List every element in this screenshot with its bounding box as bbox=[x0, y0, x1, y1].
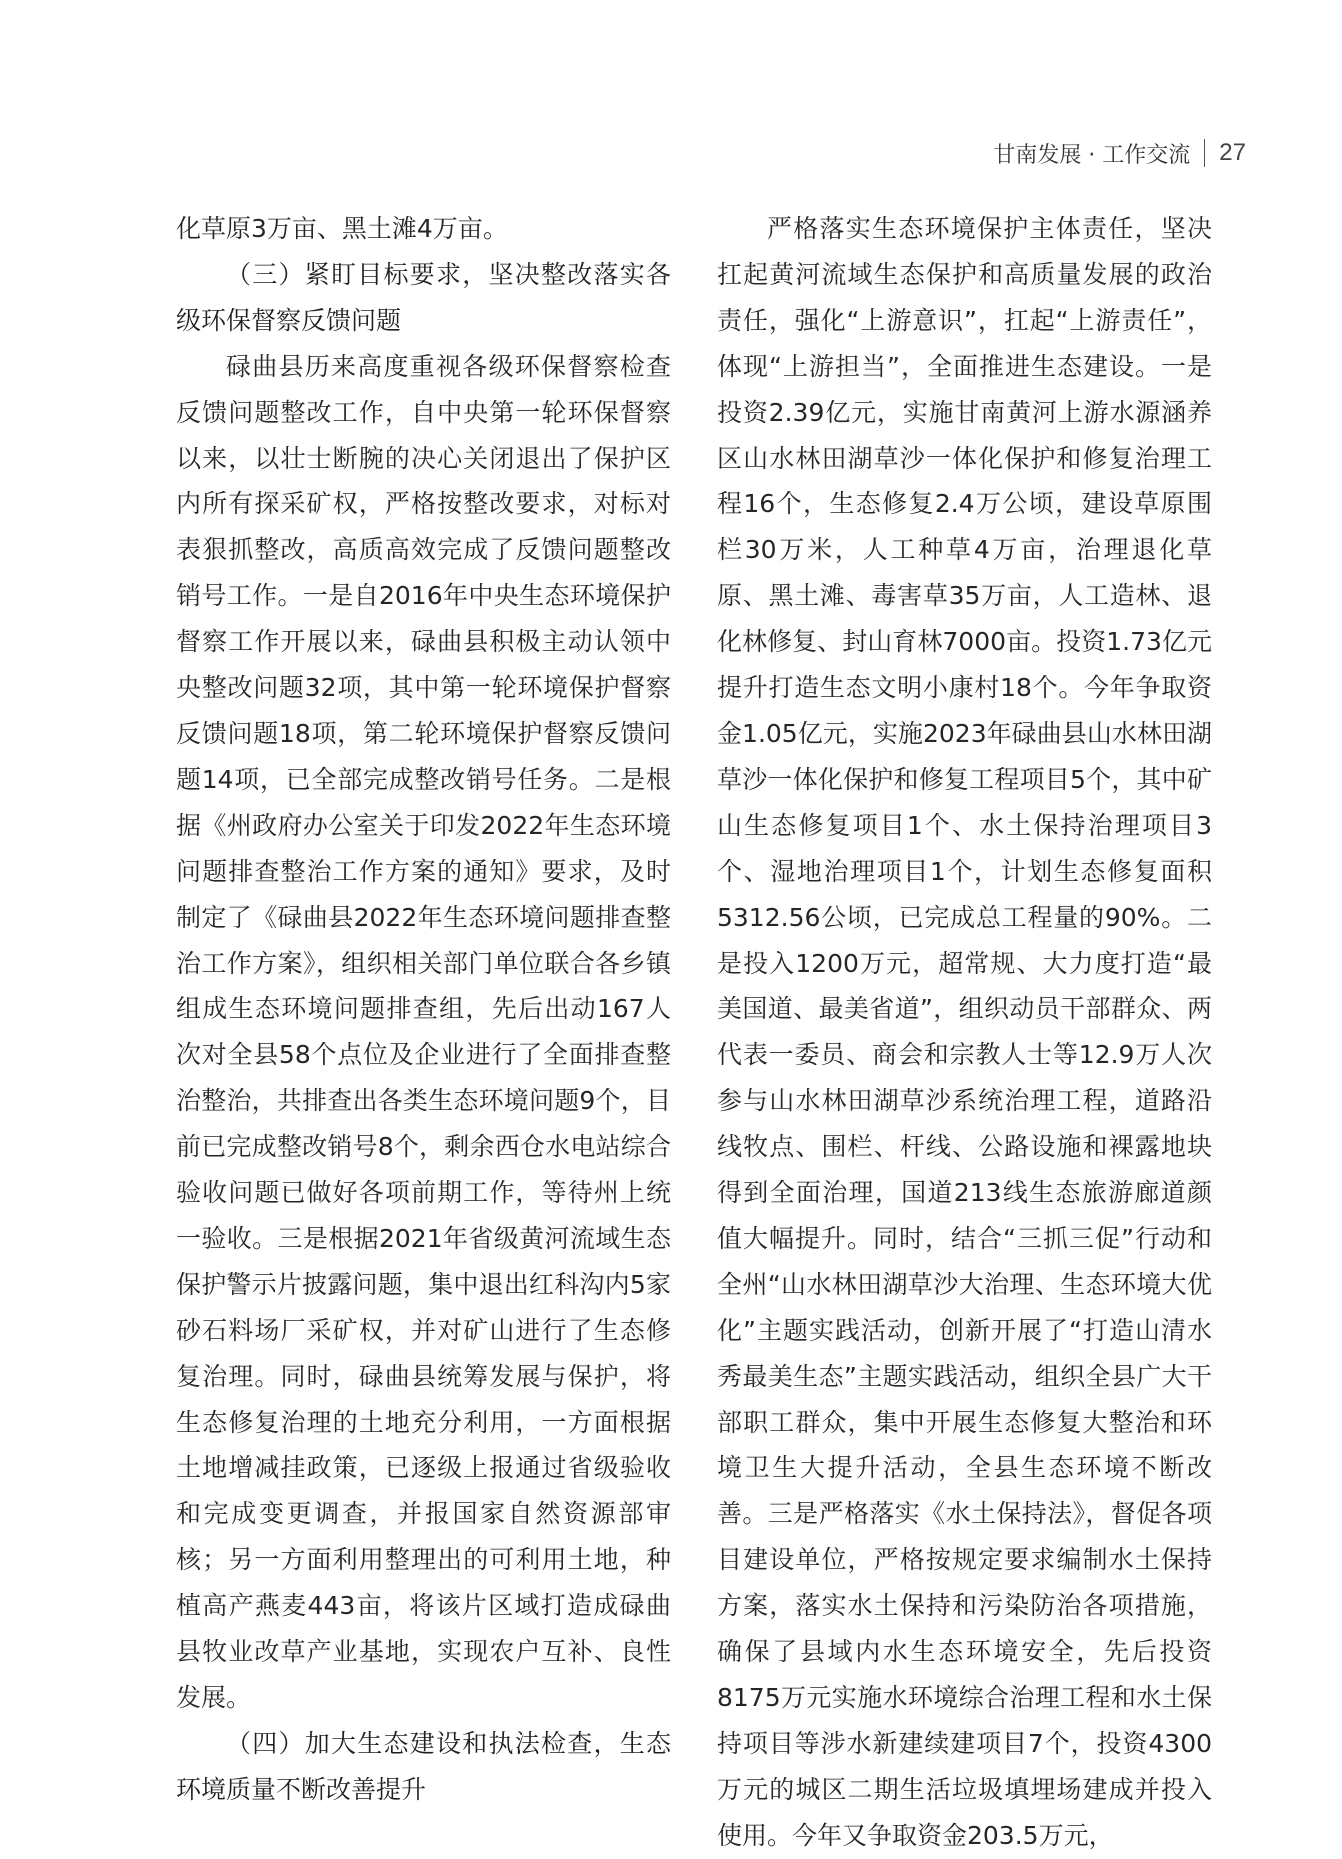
section-title: 甘南发展 · 工作交流 bbox=[993, 142, 1191, 168]
right-column bbox=[717, 206, 1212, 1859]
paragraph: 严格落实生态环境保护主体责任，坚决扛起黄河流域生态保护和高质量发展的政治责任，强化“上游意识”，扛起“上游责任”，体现“上游担当”，全面推进生态建设。一是投资2.39亿元，实施甘南黄河上游水源涵养区山水林田湖草沙一体化保护和修复治理工程16个，生态修复2.4万公顷，建设草原围栏30万米，人工种草4万亩，治理退化草原、黑土滩、毒害草35万亩，人工造林、退化林修复、封山育林7000亩。投资1.73亿元提升打造生态文明小康村18个。今年争取资金1.05亿元，实施2023年碌曲县山水林田湖草沙一体化保护和修复工程项目5个，其中矿山生态修复项目1个、水土保持治理项目3个、湿地治理项目1个，计划生态修复面积5312.56公顷，已完成总工程量的90%。二是投入1200万元，超常规、大力度打造“最美国道、最美省道”，组织动员干部群众、两代表一委员、商会和宗教人士等12.9万人次参与山水林田湖草沙系统治理工程，道路沿线牧点、围栏、杆线、公路设施和裸露地块得到全面治理，国道213线生态旅游廊道颜值大幅提升。同时，结合“三抓三促”行动和全州“山水林田湖草沙大治理、生态环境大优化”主题实践活动，创新开展了“打造山清水秀最美生态”主题实践活动，组织全县广大干部职工群众，集中开展生态修复大整治和环境卫生大提升活动，全县生态环境不断改善。三是严格落实《水土保持法》，督促各项目建设单位，严格按规定要求编制水土保持方案，落实水土保持和污染防治各项措施，确保了县域内水生态环境安全，先后投资8175万元实施水环境综合治理工程和水土保持项目等涉水新建续建项目7个，投资4300万元的城区二期生活垃圾填埋场建成并投入使用。今年又争取资金203.5万元， bbox=[717, 214, 1212, 1850]
paragraph: 化草原3万亩、黑土滩4万亩。 bbox=[176, 214, 508, 243]
header-divider bbox=[1204, 139, 1205, 167]
section-heading: （三）紧盯目标要求，坚决整改落实各级环保督察反馈问题 bbox=[176, 259, 671, 335]
left-column bbox=[176, 206, 671, 1813]
section-heading: （四）加大生态建设和执法检查，生态环境质量不断改善提升 bbox=[176, 1728, 671, 1804]
paragraph: 碌曲县历来高度重视各级环保督察检查反馈问题整改工作，自中央第一轮环保督察以来，以壮士断腕的决心关闭退出了保护区内所有探采矿权，严格按整改要求，对标对表狠抓整改，高质高效完成了反馈问题整改销号工作。一是自2016年中央生态环境保护督察工作开展以来，碌曲县积极主动认领中央整改问题32项，其中第一轮环境保护督察反馈问题18项，第二轮环境保护督察反馈问题14项，已全部完成整改销号任务。二是根据《州政府办公室关于印发2022年生态环境问题排查整治工作方案的通知》要求，及时制定了《碌曲县2022年生态环境问题排查整治工作方案》，组织相关部门单位联合各乡镇组成生态环境问题排查组，先后出动167人次对全县58个点位及企业进行了全面排查整治整治，共排查出各类生态环境问题9个，目前已完成整改销号8个，剩余西仓水电站综合验收问题已做好各项前期工作，等待州上统一验收。三是根据2021年省级黄河流域生态保护警示片披露问题，集中退出红科沟内5家砂石料场厂采矿权，并对矿山进行了生态修复治理。同时，碌曲县统筹发展与保护，将生态修复治理的土地充分利用，一方面根据土地增减挂政策，已逐级上报通过省级验收和完成变更调查，并报国家自然资源部审核；另一方面利用整理出的可利用土地，种植高产燕麦443亩，将该片区域打造成碌曲县牧业改草产业基地，实现农户互补、良性发展。 bbox=[176, 351, 671, 1712]
page-number: 27 bbox=[1219, 139, 1246, 166]
running-header bbox=[993, 138, 1246, 168]
